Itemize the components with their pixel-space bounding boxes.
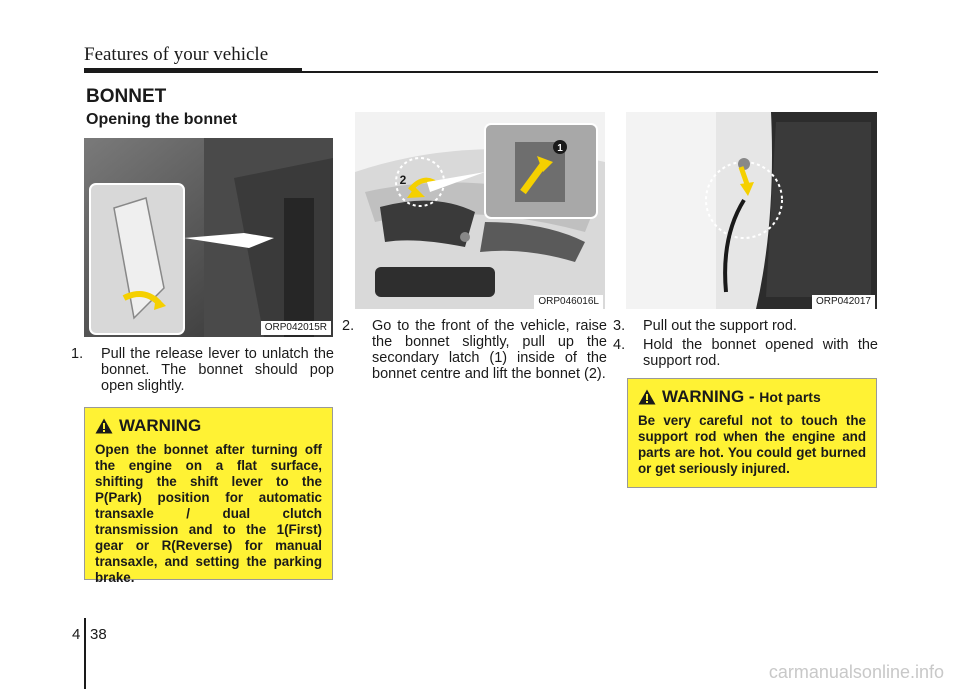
- support-rod-illustration: [626, 112, 877, 309]
- warning-triangle-icon: [638, 389, 656, 405]
- warning-text: Open the bonnet after turning off the engine on a flat surface, shifting the shift lever to the P(Park) position for automatic transaxle / dual clutch transmission and to the 1(First) gear or R(Reverse) for manual transaxle, and setting the parking brake.: [95, 442, 322, 585]
- step-1: [71, 346, 334, 394]
- warning-header: [95, 416, 322, 436]
- warning-triangle-icon: [95, 418, 113, 434]
- chapter-number: 4: [72, 626, 81, 643]
- warning-title-suffix: Hot parts: [759, 389, 821, 405]
- step-4: [613, 337, 878, 369]
- warning-header: [638, 387, 866, 407]
- header-title: Features of your vehicle: [84, 44, 269, 65]
- subsection-title: Opening the bonnet: [86, 111, 238, 128]
- step-text: Pull out the support rod.: [643, 318, 797, 334]
- page-number: 38: [90, 626, 107, 643]
- watermark: carmanualsonline.info: [768, 662, 944, 682]
- figure-code: ORP042015R: [261, 321, 331, 335]
- figure-support-rod: [626, 112, 877, 309]
- release-lever-illustration: [84, 138, 333, 337]
- step-text: Go to the front of the vehicle, raise the bonnet slightly, pull up the secondary latch (1) inside of the bonnet centre and lift the bonnet (2).: [372, 318, 607, 382]
- figure-code: ORP046016L: [534, 295, 603, 309]
- step-text: Hold the bonnet opened with the support rod.: [643, 337, 878, 369]
- warning-text: Be very careful not to touch the support rod when the engine and parts are hot. You could get burned or get seriously injured.: [638, 413, 866, 476]
- step-3: [613, 318, 878, 334]
- callout-1: 1: [557, 143, 563, 154]
- step-number: 3.: [613, 318, 626, 334]
- step-number: 4.: [613, 337, 626, 353]
- warning-title-prefix: WARNING -: [662, 387, 760, 406]
- header-rule-accent: [84, 68, 302, 73]
- section-title: BONNET: [86, 86, 167, 107]
- figure-secondary-latch: [355, 112, 605, 309]
- warning-title: WARNING: [119, 416, 202, 435]
- warning-title: [662, 387, 821, 407]
- footer-divider: [84, 618, 86, 689]
- figure-release-lever: [84, 138, 333, 337]
- step-number: 1.: [71, 346, 84, 362]
- step-number: 2.: [342, 318, 355, 334]
- warning-box: [84, 407, 333, 585]
- step-text: Pull the release lever to unlatch the bonnet. The bonnet should pop open slightly.: [101, 346, 334, 394]
- callout-2: 2: [399, 173, 407, 187]
- figure-code: ORP042017: [812, 295, 875, 309]
- warning-box-hot-parts: [627, 378, 877, 488]
- front-vehicle-illustration: [355, 112, 605, 309]
- step-2: [342, 318, 607, 382]
